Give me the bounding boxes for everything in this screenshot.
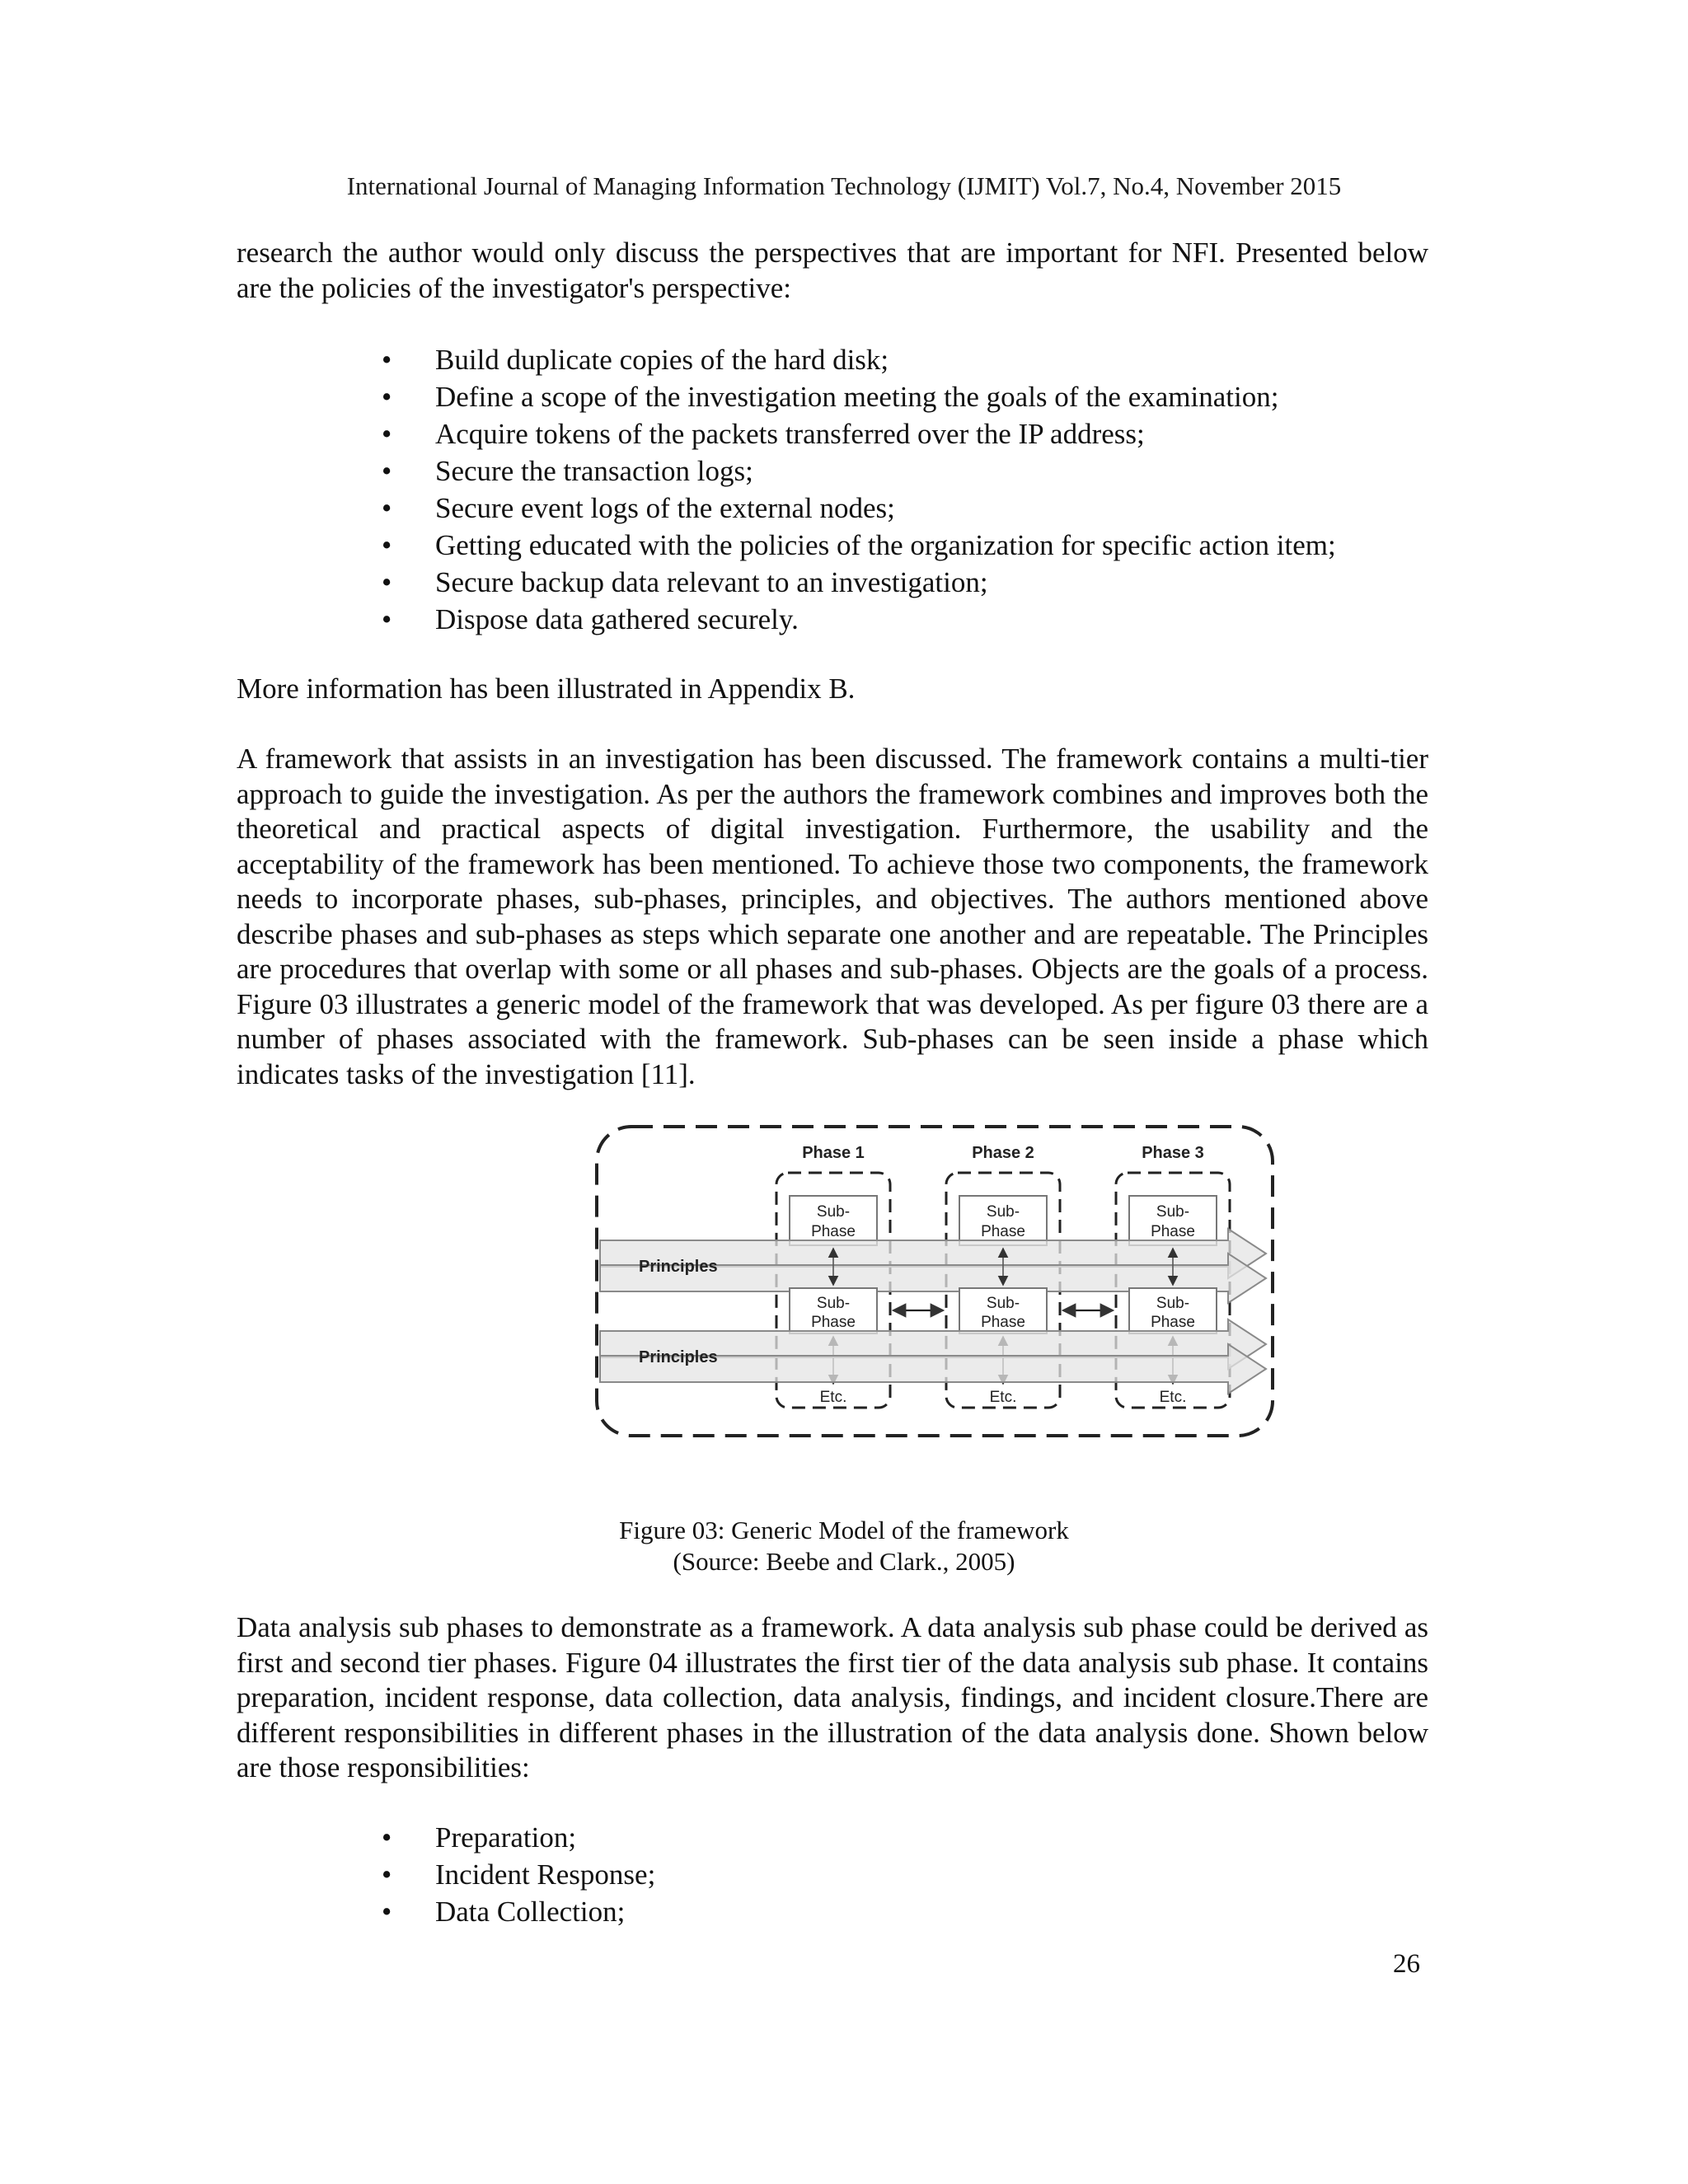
svg-text:Sub-: Sub- [986,1203,1020,1221]
sub-phase-box [790,1288,877,1333]
svg-text:Phase: Phase [981,1314,1025,1331]
etc-label: Etc. [819,1389,847,1406]
svg-text:Sub-: Sub- [816,1203,851,1221]
running-header: International Journal of Managing Information Technology (IJMIT) Vol.7, No.4, November 2015 [346,171,1342,200]
list-item: • Secure the transaction logs; [382,455,753,487]
svg-text:Phase: Phase [811,1314,856,1331]
list-item: • Acquire tokens of the packets transferred over the IP address; [382,418,1145,450]
phase-label: Phase 1 [802,1144,865,1162]
sub-phase-box [1129,1288,1217,1333]
data-analysis-paragraph: Data analysis sub phases to demonstrate as a framework. A data analysis sub phase could be derived as first and second tier phases. Figure 04 illustrates the first tier of the data analysis sub phase. It contains preparation, incident response, data collection, data analysis, findings, and incident closure.There are different responsibilities in different phases in the illustration of the data analysis done. Shown below are those responsibilities: [237,1611,1428,1783]
list-item: • Define a scope of the investigation meeting the goals of the examination; [382,381,1279,413]
responsibilities-list [382,1819,655,1930]
page-number: 26 [1393,1949,1420,1979]
list-item: • Data Collection; [382,1896,626,1928]
caption-source: (Source: Beebe and Clark., 2005) [673,1547,1015,1576]
appendix-note: More information has been illustrated in Appendix B. [237,673,856,705]
sub-phase-box [1129,1196,1217,1245]
etc-label: Etc. [989,1389,1017,1406]
svg-text:Sub-: Sub- [816,1295,851,1312]
list-item: • Incident Response; [382,1858,656,1891]
sub-phase-box [790,1196,877,1245]
framework-diagram [593,1123,1278,1441]
svg-text:Sub-: Sub- [1156,1295,1190,1312]
list-item: • Dispose data gathered securely. [382,603,799,635]
svg-text:Phase: Phase [981,1223,1025,1240]
list-item: • Build duplicate copies of the hard disk; [382,344,889,376]
list-item: • Secure backup data relevant to an investigation; [382,566,988,598]
list-item: • Preparation; [382,1821,577,1854]
caption-title: Figure 03: Generic Model of the framework [619,1516,1069,1544]
list-item: • Getting educated with the policies of the organization for specific action item; [382,529,1336,561]
policies-list [382,341,1336,638]
svg-text:Phase: Phase [1151,1223,1195,1240]
etc-label: Etc. [1159,1389,1187,1406]
intro-paragraph: research the author would only discuss the perspectives that are important for NFI. Presented below are the policies of the investigator's perspective: [237,237,1428,304]
principles-label: Principles [639,1258,718,1276]
list-item: • Secure event logs of the external nodes; [382,492,895,524]
framework-paragraph: A framework that assists in an investigation has been discussed. The framework contains a multi-tier approach to guide the investigation. As per the authors the framework combines and improves both the theoretical and practical aspects of digital investigation. Furthermore, the usability and the acceptability of the framework has been mentioned. To achieve those two components, the framework needs to incorporate phases, sub-phases, principles, and objectives. The authors mentioned above describe phases and sub-phases as steps which separate one another and are repeatable. The Principles are procedures that overlap with some or all phases and sub-phases. Objects are the goals of a process. Figure 03 illustrates a generic model of the framework that was developed. As per figure 03 there are a number of phases associated with the framework. Sub-phases can be seen inside a phase which indicates tasks of the investigation [11]. [237,743,1428,1090]
sub-phase-box [959,1196,1047,1245]
sub-phase-box [959,1288,1047,1333]
phase-label: Phase 3 [1142,1144,1204,1162]
svg-text:Phase: Phase [1151,1314,1195,1331]
svg-text:Phase: Phase [811,1223,856,1240]
svg-text:Sub-: Sub- [986,1295,1020,1312]
figure-caption [0,1515,1688,1577]
principles-label: Principles [639,1348,718,1366]
svg-text:Sub-: Sub- [1156,1203,1190,1221]
phase-label: Phase 2 [972,1144,1034,1162]
principles-arrow-band-2 [600,1319,1266,1394]
